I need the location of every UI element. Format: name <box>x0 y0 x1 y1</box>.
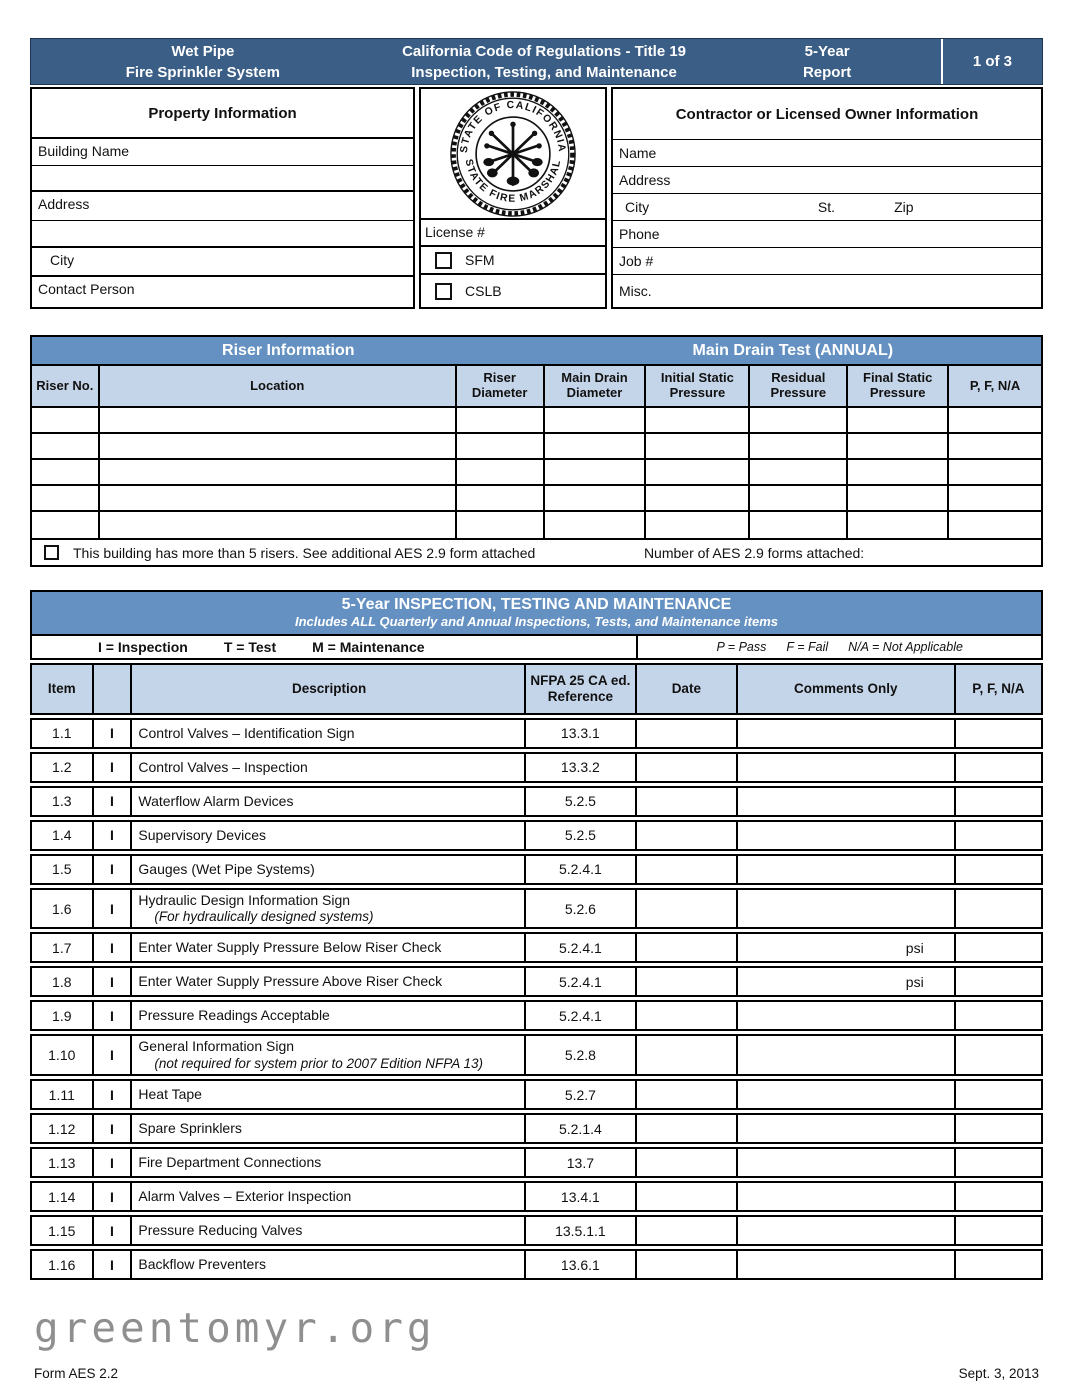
riser-cell[interactable] <box>545 512 647 538</box>
item-description <box>132 1183 526 1210</box>
item-comment-field[interactable] <box>738 754 956 781</box>
legend-pass: P = Pass <box>716 639 767 654</box>
item-description <box>132 1217 526 1244</box>
form-date: Sept. 3, 2013 <box>958 1366 1039 1381</box>
item-description-text: Spare Sprinklers <box>138 1119 242 1136</box>
col-final-static: Final Static Pressure <box>848 366 949 406</box>
riser-info-heading: Riser Information <box>222 342 355 359</box>
riser-cell[interactable] <box>646 434 750 458</box>
property-city-label: City <box>32 248 413 277</box>
license-number-label: License # <box>421 220 605 247</box>
item-row <box>30 854 1043 885</box>
item-type: I <box>94 934 133 961</box>
item-description-text: General Information Sign <box>138 1038 295 1055</box>
item-number: 1.9 <box>32 1002 94 1029</box>
more-risers-checkbox[interactable] <box>44 545 59 560</box>
item-row <box>30 888 1043 930</box>
banner-system <box>31 39 375 84</box>
item-date-field[interactable] <box>637 1081 738 1108</box>
svg-text:STATE OF CALIFORNIA: STATE OF CALIFORNIA <box>458 99 568 153</box>
property-section <box>30 87 1043 309</box>
contractor-city-label: City <box>625 199 650 215</box>
form-banner <box>30 38 1043 85</box>
item-number: 1.12 <box>32 1115 94 1142</box>
inspection-subtitle: Includes ALL Quarterly and Annual Inspections, Tests, and Maintenance items <box>294 614 779 630</box>
riser-cell[interactable] <box>848 512 949 538</box>
item-date-field[interactable] <box>637 1149 738 1176</box>
inspection-table <box>30 590 1043 1280</box>
item-row <box>30 786 1043 817</box>
item-pfna-field[interactable] <box>956 822 1041 849</box>
riser-cell[interactable] <box>848 486 949 510</box>
riser-cell[interactable] <box>949 512 1041 538</box>
riser-cell[interactable] <box>848 408 949 432</box>
riser-cell[interactable] <box>457 460 545 484</box>
riser-cell[interactable] <box>457 434 545 458</box>
riser-cell[interactable] <box>100 434 457 458</box>
item-number: 1.11 <box>32 1081 94 1108</box>
item-reference: 5.2.4.1 <box>526 934 637 961</box>
item-comment-field[interactable] <box>738 1036 956 1074</box>
legend-na: N/A = Not Applicable <box>848 639 963 654</box>
item-pfna-field[interactable] <box>956 968 1041 995</box>
cslb-label: CSLB <box>465 283 502 299</box>
item-pfna-field[interactable] <box>956 1002 1041 1029</box>
item-date-field[interactable] <box>637 788 738 815</box>
riser-cell[interactable] <box>750 512 848 538</box>
riser-cell[interactable] <box>949 408 1041 432</box>
item-pfna-field[interactable] <box>956 1149 1041 1176</box>
contractor-info-title: Contractor or Licensed Owner Information <box>613 89 1041 140</box>
item-date-field[interactable] <box>637 1251 738 1278</box>
item-description-text: Fire Department Connections <box>138 1153 322 1170</box>
item-description <box>132 934 526 961</box>
contact-person-label: Contact Person <box>38 281 135 297</box>
item-description-text: Heat Tape <box>138 1085 202 1102</box>
col-date: Date <box>637 665 738 713</box>
item-type: I <box>94 1217 133 1244</box>
riser-cell[interactable] <box>100 486 457 510</box>
item-comment-field[interactable] <box>738 788 956 815</box>
riser-cell[interactable] <box>646 408 750 432</box>
item-reference: 5.2.4.1 <box>526 1002 637 1029</box>
item-description <box>132 1036 526 1074</box>
item-type: I <box>94 754 133 781</box>
riser-cell[interactable] <box>100 408 457 432</box>
item-comment-field[interactable] <box>738 1115 956 1142</box>
item-date-field[interactable] <box>637 1002 738 1029</box>
col-riser-diameter: Riser Diameter <box>457 366 545 406</box>
item-comment-field[interactable] <box>738 1002 956 1029</box>
item-comment-field[interactable] <box>738 890 956 928</box>
item-comment-field[interactable] <box>738 822 956 849</box>
item-description-text: Pressure Readings Acceptable <box>138 1007 330 1024</box>
item-comment-field[interactable] <box>738 1251 956 1278</box>
item-type: I <box>94 1081 133 1108</box>
legend-fail: F = Fail <box>786 639 829 654</box>
riser-cell[interactable] <box>750 486 848 510</box>
item-description-text: Enter Water Supply Pressure Below Riser Check <box>138 939 442 956</box>
item-description-text: Control Valves – Identification Sign <box>138 724 355 741</box>
banner-reg-line2: Inspection, Testing, and Maintenance <box>411 63 677 81</box>
svg-text:STATE FIRE MARSHAL: STATE FIRE MARSHAL <box>462 157 564 205</box>
riser-header-row <box>32 364 1041 408</box>
item-number: 1.14 <box>32 1183 94 1210</box>
items-rows <box>30 718 1043 1280</box>
item-date-field[interactable] <box>637 1036 738 1074</box>
riser-cell[interactable] <box>32 460 100 484</box>
item-type: I <box>94 822 133 849</box>
item-description <box>132 822 526 849</box>
item-pfna-field[interactable] <box>956 1217 1041 1244</box>
item-reference: 13.3.2 <box>526 754 637 781</box>
riser-cell[interactable] <box>750 434 848 458</box>
riser-cell[interactable] <box>32 434 100 458</box>
legend-test: T = Test <box>223 638 277 655</box>
item-row <box>30 1079 1043 1110</box>
item-comment-field[interactable]: psi <box>738 934 956 961</box>
item-pfna-field[interactable] <box>956 934 1041 961</box>
item-number: 1.7 <box>32 934 94 961</box>
riser-cell[interactable] <box>32 486 100 510</box>
col-pfna: P, F, N/A <box>969 377 1021 393</box>
col-comments: Comments Only <box>738 665 956 713</box>
item-reference: 5.2.5 <box>526 822 637 849</box>
banner-system-line2: Fire Sprinkler System <box>125 63 280 81</box>
riser-cell[interactable] <box>646 512 750 538</box>
item-description <box>132 1081 526 1108</box>
item-description-text: Supervisory Devices <box>138 826 266 843</box>
item-date-field[interactable] <box>637 968 738 995</box>
banner-regulation <box>375 39 714 84</box>
riser-cell[interactable] <box>100 460 457 484</box>
item-row <box>30 1147 1043 1178</box>
item-type: I <box>94 720 133 747</box>
riser-cell[interactable] <box>457 512 545 538</box>
property-address-field[interactable] <box>32 221 413 248</box>
item-row <box>30 820 1043 851</box>
item-number: 1.4 <box>32 822 94 849</box>
item-row <box>30 1181 1043 1212</box>
item-pfna-field[interactable] <box>956 1036 1041 1074</box>
state-fire-marshal-seal <box>450 91 576 217</box>
riser-cell[interactable] <box>545 460 647 484</box>
item-number: 1.13 <box>32 1149 94 1176</box>
legend-maintenance: M = Maintenance <box>312 638 425 655</box>
riser-row <box>32 486 1041 512</box>
sfm-row <box>421 247 605 275</box>
col-item: Item <box>32 665 94 713</box>
item-pfna-field[interactable] <box>956 856 1041 883</box>
item-row <box>30 752 1043 783</box>
riser-cell[interactable] <box>457 408 545 432</box>
riser-row <box>32 460 1041 486</box>
banner-system-line1: Wet Pipe <box>171 42 235 60</box>
item-date-field[interactable] <box>637 720 738 747</box>
col-description: Description <box>132 665 526 713</box>
item-pfna-field[interactable] <box>956 1251 1041 1278</box>
riser-cell[interactable] <box>457 486 545 510</box>
item-type: I <box>94 890 133 928</box>
col-residual: Residual Pressure <box>750 366 848 406</box>
item-date-field[interactable] <box>637 1115 738 1142</box>
fire-marshal-box <box>419 87 607 309</box>
col-type <box>94 665 133 713</box>
riser-cell[interactable] <box>545 434 647 458</box>
item-row <box>30 932 1043 963</box>
property-info-title: Property Information <box>32 89 413 139</box>
contractor-misc-label: Misc. <box>619 283 652 299</box>
banner-report-type <box>713 39 940 84</box>
riser-row <box>32 512 1041 538</box>
contractor-name-label: Name <box>613 140 1041 167</box>
item-pfna-field[interactable] <box>956 1081 1041 1108</box>
item-pfna-field[interactable] <box>956 1183 1041 1210</box>
item-comment-field[interactable] <box>738 1217 956 1244</box>
cslb-checkbox[interactable] <box>435 283 452 300</box>
item-pfna-field[interactable] <box>956 788 1041 815</box>
item-type: I <box>94 1115 133 1142</box>
property-address-label: Address <box>32 192 413 221</box>
item-description-subnote: (For hydraulically designed systems) <box>154 909 374 925</box>
riser-cell[interactable] <box>545 486 647 510</box>
item-row <box>30 718 1043 749</box>
item-description-text: Pressure Reducing Valves <box>138 1221 303 1238</box>
item-number: 1.1 <box>32 720 94 747</box>
item-pfna-field[interactable] <box>956 720 1041 747</box>
item-description <box>132 856 526 883</box>
page-number: 1 of 3 <box>941 39 1042 84</box>
item-reference: 5.2.4.1 <box>526 968 637 995</box>
more-risers-note: This building has more than 5 risers. See additional AES 2.9 form attached <box>73 544 536 561</box>
legend-pfna <box>636 636 1041 658</box>
legend-row <box>30 634 1043 660</box>
item-reference: 5.2.5 <box>526 788 637 815</box>
contractor-city-row <box>613 194 1041 221</box>
item-number: 1.2 <box>32 754 94 781</box>
seal-cell <box>421 89 605 220</box>
legend-inspection: I = Inspection <box>98 638 188 655</box>
item-type: I <box>94 968 133 995</box>
item-row <box>30 1034 1043 1076</box>
item-description-subnote: (not required for system prior to 2007 Edition NFPA 13) <box>154 1055 484 1071</box>
item-comment-field[interactable]: psi <box>738 968 956 995</box>
item-number: 1.5 <box>32 856 94 883</box>
contractor-info-box <box>611 87 1043 309</box>
col-nfpa-reference: NFPA 25 CA ed. Reference <box>526 665 637 713</box>
item-description <box>132 720 526 747</box>
item-reference: 5.2.6 <box>526 890 637 928</box>
item-type: I <box>94 1002 133 1029</box>
item-type: I <box>94 1251 133 1278</box>
item-pfna-field[interactable] <box>956 754 1041 781</box>
building-name-field[interactable] <box>32 166 413 192</box>
item-description <box>132 754 526 781</box>
items-header-row <box>30 663 1043 715</box>
item-reference: 13.4.1 <box>526 1183 637 1210</box>
contractor-zip-label: Zip <box>894 199 914 215</box>
riser-cell[interactable] <box>848 434 949 458</box>
inspection-title: 5-Year INSPECTION, TESTING AND MAINTENANCE <box>341 596 732 613</box>
col-riser-no: Riser No. <box>32 366 100 406</box>
item-description-text: Enter Water Supply Pressure Above Riser Check <box>138 973 443 990</box>
item-reference: 5.2.4.1 <box>526 856 637 883</box>
item-description-text: Backflow Preventers <box>138 1255 266 1272</box>
col-initial-static: Initial Static Pressure <box>646 366 750 406</box>
item-description <box>132 1115 526 1142</box>
property-info-box <box>30 87 415 309</box>
item-description-text: Alarm Valves – Exterior Inspection <box>138 1187 352 1204</box>
item-reference: 13.7 <box>526 1149 637 1176</box>
item-reference: 5.2.1.4 <box>526 1115 637 1142</box>
item-number: 1.3 <box>32 788 94 815</box>
item-type: I <box>94 788 133 815</box>
riser-note-row <box>32 538 1041 565</box>
riser-cell[interactable] <box>750 408 848 432</box>
item-row <box>30 1249 1043 1280</box>
col-pfna-items: P, F, N/A <box>972 680 1025 696</box>
item-description <box>132 1251 526 1278</box>
item-comment-field[interactable] <box>738 1183 956 1210</box>
item-description <box>132 890 526 928</box>
riser-cell[interactable] <box>949 434 1041 458</box>
item-reference: 13.5.1.1 <box>526 1217 637 1244</box>
watermark: greentomyr.org <box>34 1304 436 1352</box>
item-date-field[interactable] <box>637 754 738 781</box>
riser-row <box>32 434 1041 460</box>
item-number: 1.16 <box>32 1251 94 1278</box>
item-reference: 5.2.8 <box>526 1036 637 1074</box>
item-reference: 5.2.7 <box>526 1081 637 1108</box>
riser-cell[interactable] <box>646 460 750 484</box>
riser-cell[interactable] <box>32 408 100 432</box>
main-drain-heading: Main Drain Test (ANNUAL) <box>692 342 894 359</box>
riser-rows <box>32 408 1041 538</box>
item-description <box>132 788 526 815</box>
building-name-label: Building Name <box>32 139 413 166</box>
riser-cell[interactable] <box>545 408 647 432</box>
item-date-field[interactable] <box>637 856 738 883</box>
item-date-field[interactable] <box>637 1217 738 1244</box>
riser-cell[interactable] <box>750 460 848 484</box>
item-date-field[interactable] <box>637 934 738 961</box>
inspection-banner <box>30 590 1043 634</box>
sfm-label: SFM <box>465 252 495 268</box>
riser-cell[interactable] <box>848 460 949 484</box>
item-description <box>132 1149 526 1176</box>
item-description <box>132 1002 526 1029</box>
item-description-text: Hydraulic Design Information Sign <box>138 891 351 908</box>
riser-table <box>30 335 1043 567</box>
item-reference: 13.6.1 <box>526 1251 637 1278</box>
col-location: Location <box>100 366 457 406</box>
riser-cell[interactable] <box>949 486 1041 510</box>
sfm-checkbox[interactable] <box>435 252 452 269</box>
item-row <box>30 966 1043 997</box>
cslb-row <box>421 275 605 307</box>
item-pfna-field[interactable] <box>956 1115 1041 1142</box>
riser-cell[interactable] <box>646 486 750 510</box>
item-comment-field[interactable] <box>738 1149 956 1176</box>
item-type: I <box>94 856 133 883</box>
item-comment-field[interactable] <box>738 720 956 747</box>
banner-report-line2: Report <box>802 63 852 81</box>
item-pfna-field[interactable] <box>956 890 1041 928</box>
item-row <box>30 1000 1043 1031</box>
item-type: I <box>94 1149 133 1176</box>
item-number: 1.8 <box>32 968 94 995</box>
col-main-drain-diameter: Main Drain Diameter <box>545 366 647 406</box>
item-row <box>30 1215 1043 1246</box>
banner-reg-line1: California Code of Regulations - Title 19 <box>402 42 687 60</box>
item-type: I <box>94 1036 133 1074</box>
riser-cell[interactable] <box>100 512 457 538</box>
item-number: 1.15 <box>32 1217 94 1244</box>
riser-banner <box>32 337 1041 364</box>
item-description <box>132 968 526 995</box>
contractor-state-label: St. <box>817 199 836 215</box>
riser-row <box>32 408 1041 434</box>
item-number: 1.10 <box>32 1036 94 1074</box>
item-description-text: Waterflow Alarm Devices <box>138 792 294 809</box>
item-description-text: Control Valves – Inspection <box>138 758 308 775</box>
item-comment-field[interactable] <box>738 1081 956 1108</box>
riser-cell[interactable] <box>32 512 100 538</box>
item-row <box>30 1113 1043 1144</box>
page-footer <box>34 1366 1039 1381</box>
aes-forms-count-label: Number of AES 2.9 forms attached: <box>643 544 865 561</box>
contractor-phone-label: Phone <box>613 221 1041 248</box>
item-description-text: Gauges (Wet Pipe Systems) <box>138 860 315 877</box>
item-reference: 13.3.1 <box>526 720 637 747</box>
riser-cell[interactable] <box>949 460 1041 484</box>
item-number: 1.6 <box>32 890 94 928</box>
item-date-field[interactable] <box>637 1183 738 1210</box>
contractor-address-label: Address <box>613 167 1041 194</box>
item-date-field[interactable] <box>637 822 738 849</box>
item-type: I <box>94 1183 133 1210</box>
form-id: Form AES 2.2 <box>34 1366 119 1381</box>
banner-report-line1: 5-Year <box>804 42 850 60</box>
item-comment-field[interactable] <box>738 856 956 883</box>
item-date-field[interactable] <box>637 890 738 928</box>
contractor-job-label: Job # <box>613 248 1041 275</box>
legend-itm <box>32 636 636 658</box>
